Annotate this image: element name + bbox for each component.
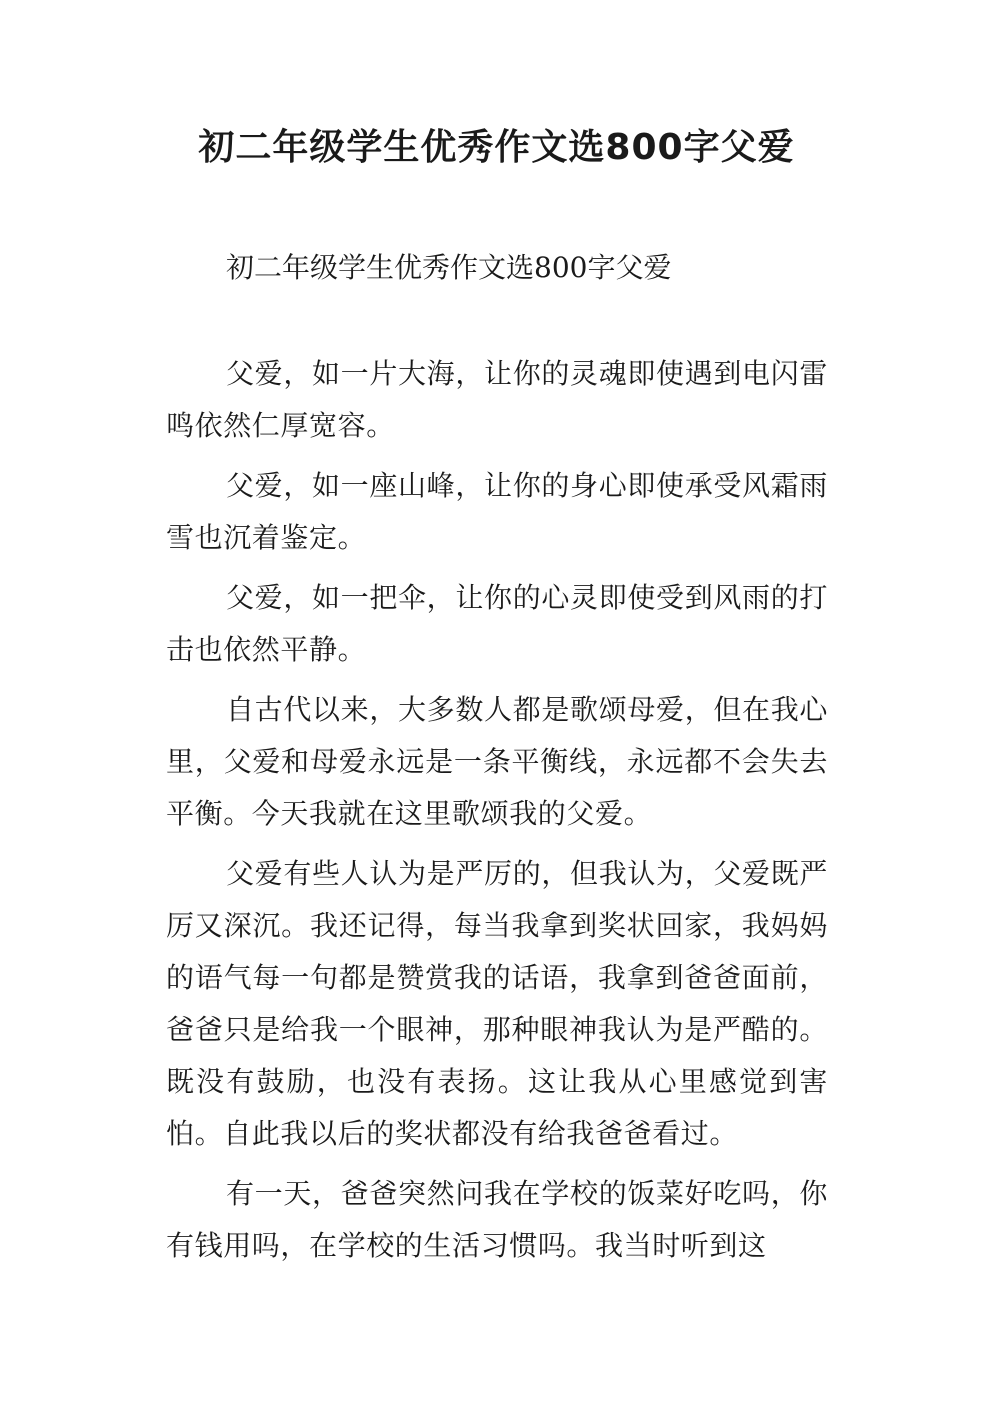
paragraph: 父爱，如一片大海，让你的灵魂即使遇到电闪雷鸣依然仁厚宽容。 (166, 357, 828, 442)
paragraph: 父爱，如一把伞，让你的心灵即使受到风雨的打击也依然平静。 (166, 581, 828, 666)
document-subtitle: 初二年级学生优秀作文选800字父爱 (226, 251, 672, 284)
document-title: 初二年级学生优秀作文选800字父爱 (198, 127, 795, 168)
paragraph: 有一天，爸爸突然问我在学校的饭菜好吃吗，你有钱用吗，在学校的生活习惯吗。我当时听到这 (166, 1177, 828, 1262)
paragraph: 自古代以来，大多数人都是歌颂母爱，但在我心里，父爱和母爱永远是一条平衡线，永远都不会失去平衡。今天我就在这里歌颂我的父爱。 (166, 693, 828, 830)
essay-body (166, 348, 828, 1280)
paragraph: 父爱，如一座山峰，让你的身心即使承受风霜雨雪也沉着鉴定。 (166, 469, 828, 554)
paragraph: 父爱有些人认为是严厉的，但我认为，父爱既严厉又深沉。我还记得，每当我拿到奖状回家，我妈妈的语气每一句都是赞赏我的话语，我拿到爸爸面前，爸爸只是给我一个眼神，那种眼神我认为是严酷的。既没有鼓励，也没有表扬。这让我从心里感觉到害怕。自此我以后的奖状都没有给我爸爸看过。 (166, 857, 828, 1150)
